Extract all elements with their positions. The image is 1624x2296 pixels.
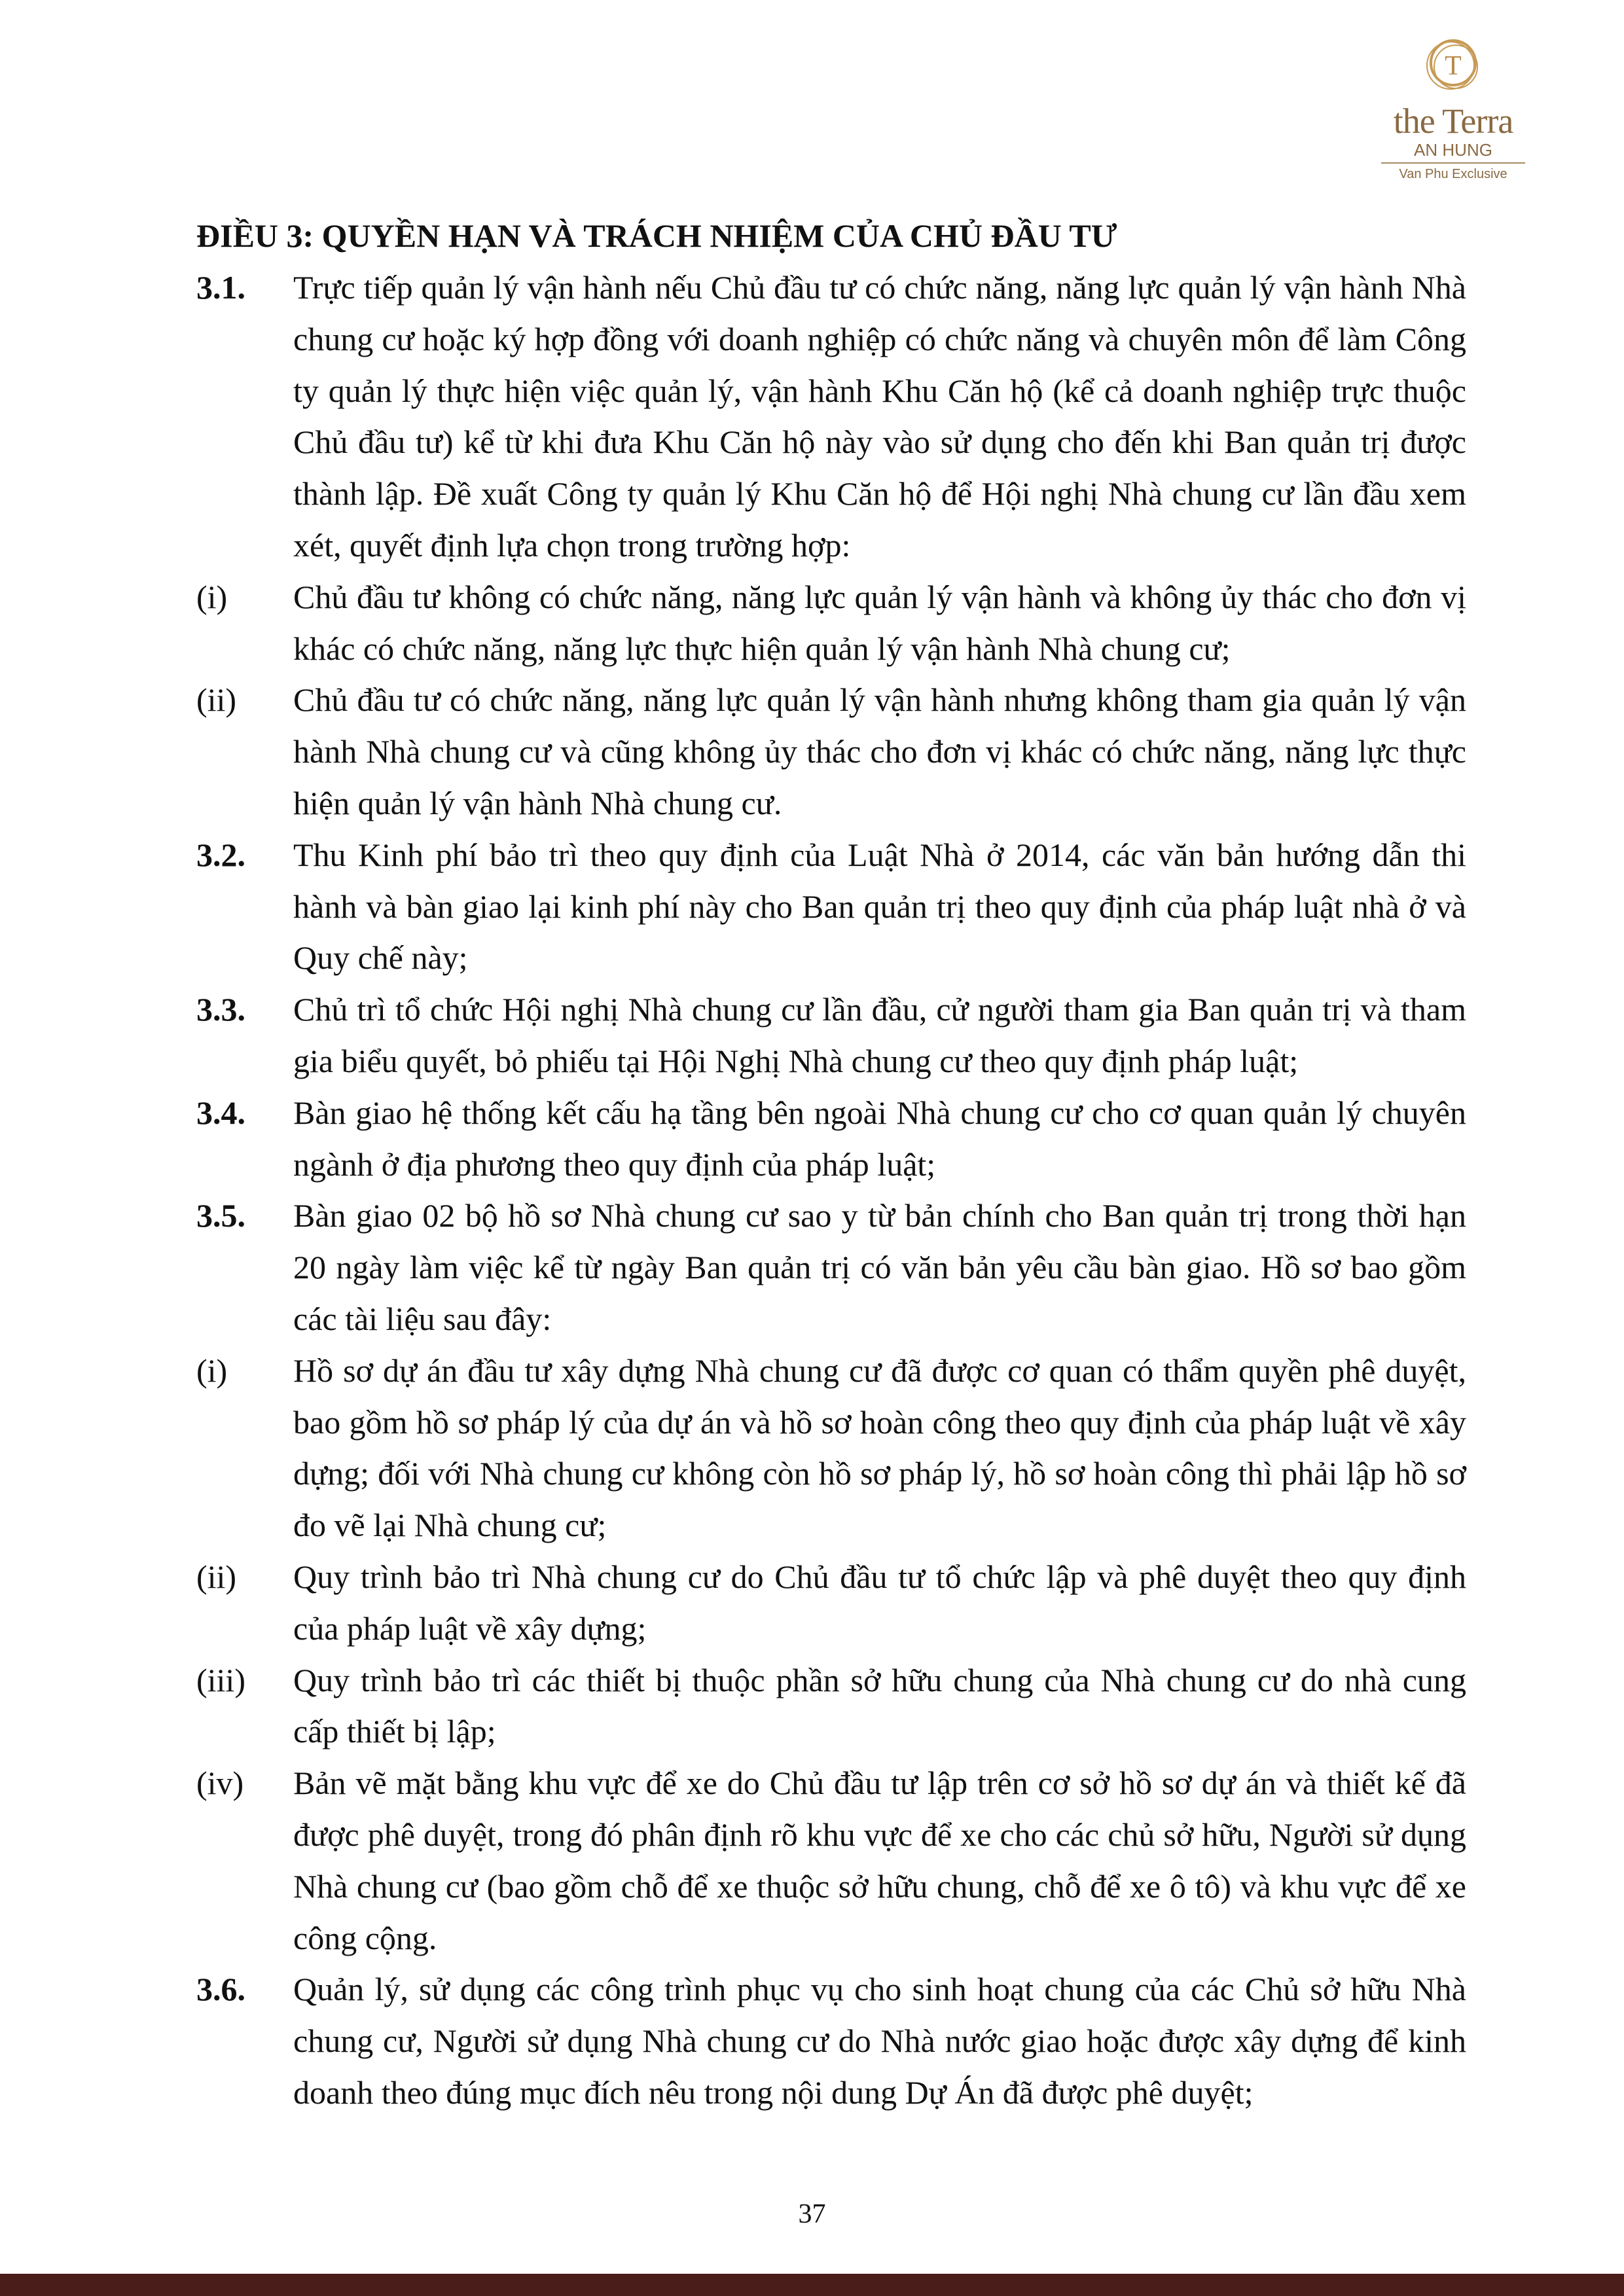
logo-mark-text: T <box>1445 51 1462 81</box>
clause-text: Quản lý, sử dụng các công trình phục vụ cho sinh hoạt chung của các Chủ sở hữu Nhà chung cư, Người sử dụng Nhà chung cư do Nhà nước giao hoặc được xây dựng để kinh doanh theo đúng mục đích nêu trong nội dung Dự Án đã được phê duyệt; <box>293 1971 1466 2111</box>
clause-3-2 <box>196 829 1466 984</box>
footer-bar <box>0 2274 1624 2296</box>
clause-number: 3.1. <box>196 269 245 306</box>
clause-3-5 <box>196 1190 1466 1344</box>
clause-3-3 <box>196 984 1466 1087</box>
logo-name: the Terra <box>1393 101 1513 141</box>
clause-text: Bản vẽ mặt bằng khu vực để xe do Chủ đầu tư lập trên cơ sở hồ sơ dự án và thiết kế đã được phê duyệt, trong đó phân định rõ khu vực để xe cho các chủ sở hữu, Người sử dụng Nhà chung cư (bao gồm chỗ để xe thuộc sở hữu chung, chỗ để xe ô tô) và khu vực để xe công cộng. <box>293 1765 1466 1956</box>
page-number: 37 <box>798 2199 826 2229</box>
clause-text: Thu Kinh phí bảo trì theo quy định của Luật Nhà ở 2014, các văn bản hướng dẫn thi hành và bàn giao lại kinh phí này cho Ban quản trị theo quy định của pháp luật nhà ở và Quy chế này; <box>293 836 1466 977</box>
clause-3-1-ii <box>196 674 1466 829</box>
clause-3-1 <box>196 262 1466 571</box>
clause-3-5-ii <box>196 1551 1466 1655</box>
terra-emblem-icon <box>1420 33 1486 98</box>
clause-text: Chủ đầu tư không có chức năng, năng lực quản lý vận hành và không ủy thác cho đơn vị khác có chức năng, năng lực thực hiện quản lý vận hành Nhà chung cư; <box>293 578 1466 667</box>
logo-divider <box>1381 162 1525 164</box>
clause-text: Chủ trì tổ chức Hội nghị Nhà chung cư lần đầu, cử người tham gia Ban quản trị và tham gia biểu quyết, bỏ phiếu tại Hội Nghị Nhà chung cư theo quy định pháp luật; <box>293 991 1466 1079</box>
terra-logo <box>1375 33 1532 183</box>
clause-text: Bàn giao 02 bộ hồ sơ Nhà chung cư sao y từ bản chính cho Ban quản trị trong thời hạn 20 ngày làm việc kể từ ngày Ban quản trị có văn bản yêu cầu bàn giao. Hồ sơ bao gồm các tài liệu sau đây: <box>293 1197 1466 1337</box>
clause-number: (iv) <box>196 1765 244 1802</box>
clause-number: (ii) <box>196 1558 237 1595</box>
clause-text: Hồ sơ dự án đầu tư xây dựng Nhà chung cư đã được cơ quan có thẩm quyền phê duyệt, bao gồm hồ sơ pháp lý của dự án và hồ sơ hoàn công theo quy định của pháp luật về xây dựng; đối với Nhà chung cư không còn hồ sơ pháp lý, hồ sơ hoàn công thì phải lập hồ sơ đo vẽ lại Nhà chung cư; <box>293 1352 1466 1544</box>
article-heading: ĐIỀU 3: QUYỀN HẠN VÀ TRÁCH NHIỆM CỦA CHỦ ĐẦU TƯ <box>196 217 1117 254</box>
clause-text: Chủ đầu tư có chức năng, năng lực quản lý vận hành nhưng không tham gia quản lý vận hành Nhà chung cư và cũng không ủy thác cho đơn vị khác có chức năng, năng lực thực hiện quản lý vận hành Nhà chung cư. <box>293 681 1466 821</box>
clause-number: (ii) <box>196 681 237 719</box>
logo-subtitle: AN HUNG <box>1414 140 1492 160</box>
article-body <box>196 262 1466 2119</box>
clause-text: Quy trình bảo trì Nhà chung cư do Chủ đầu tư tổ chức lập và phê duyệt theo quy định của pháp luật về xây dựng; <box>293 1558 1466 1647</box>
clause-number: 3.2. <box>196 836 245 873</box>
clause-3-5-iv <box>196 1757 1466 1964</box>
clause-number: 3.5. <box>196 1197 245 1234</box>
clause-number: 3.6. <box>196 1971 245 2008</box>
clause-3-5-i <box>196 1345 1466 1551</box>
clause-text: Bàn giao hệ thống kết cấu hạ tầng bên ngoài Nhà chung cư cho cơ quan quản lý chuyên ngành ở địa phương theo quy định của pháp luật; <box>293 1094 1466 1183</box>
clause-text: Trực tiếp quản lý vận hành nếu Chủ đầu tư có chức năng, năng lực quản lý vận hành Nhà chung cư hoặc ký hợp đồng với doanh nghiệp có chức năng và chuyên môn để làm Công ty quản lý thực hiện việc quản lý, vận hành Khu Căn hộ (kể cả doanh nghiệp trực thuộc Chủ đầu tư) kể từ khi đưa Khu Căn hộ này vào sử dụng cho đến khi Ban quản trị được thành lập. Đề xuất Công ty quản lý Khu Căn hộ để Hội nghị Nhà chung cư lần đầu xem xét, quyết định lựa chọn trong trường hợp: <box>293 269 1466 564</box>
clause-3-6 <box>196 1964 1466 2118</box>
logo-tagline: Van Phu Exclusive <box>1399 167 1507 181</box>
clause-number: (iii) <box>196 1661 245 1698</box>
clause-number: 3.3. <box>196 991 245 1028</box>
clause-number: 3.4. <box>196 1094 245 1131</box>
clause-3-4 <box>196 1087 1466 1191</box>
clause-3-1-i <box>196 571 1466 675</box>
clause-number: (i) <box>196 1352 228 1389</box>
clause-3-5-iii <box>196 1655 1466 1758</box>
clause-text: Quy trình bảo trì các thiết bị thuộc phần sở hữu chung của Nhà chung cư do nhà cung cấp thiết bị lập; <box>293 1661 1466 1750</box>
clause-number: (i) <box>196 578 228 615</box>
